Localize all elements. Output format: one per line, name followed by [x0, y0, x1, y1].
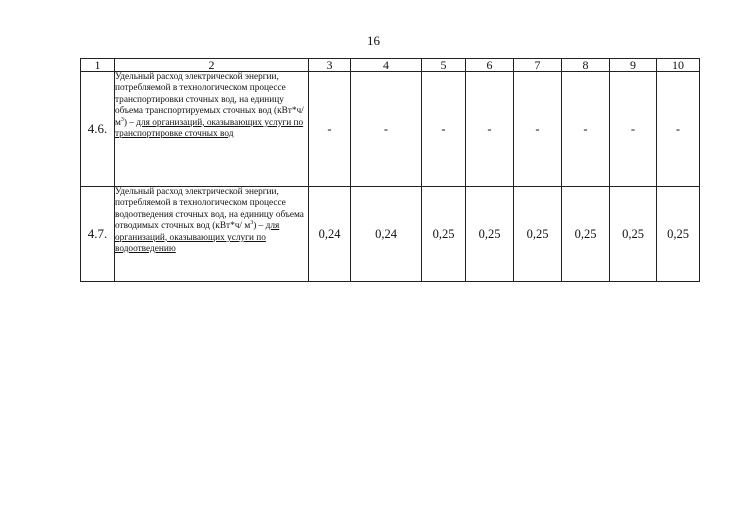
value-cell: 0,25 — [422, 187, 466, 282]
column-header: 4 — [351, 59, 422, 72]
column-header: 7 — [514, 59, 562, 72]
description-underlined: для организаций, оказывающих услуги по транспортировке сточных вод — [115, 117, 304, 140]
value-cell: - — [351, 72, 422, 187]
table-header-row — [81, 59, 700, 72]
column-header: 10 — [657, 59, 700, 72]
value-cell: - — [610, 72, 657, 187]
description-text: Удельный расход электрической энергии, потребляемой в технологическом процессе водоотведения сточных вод, на единицу объема отводимых сточных вод (кВт*ч/ м — [115, 187, 304, 232]
table-row — [81, 187, 700, 282]
value-cell: 0,25 — [466, 187, 514, 282]
description-text: Удельный расход электрической энергии, потребляемой в технологическом процессе транспортировки сточных вод, на единицу объема транспортируемых сточных вод (кВт*ч/ м — [115, 72, 304, 128]
value-cell: - — [466, 72, 514, 187]
row-number: 4.7. — [81, 187, 115, 282]
description-dash: ) – — [123, 117, 137, 128]
value-cell: 0,25 — [562, 187, 610, 282]
value-cell: 0,24 — [351, 187, 422, 282]
column-header: 1 — [81, 59, 115, 72]
value-cell: - — [562, 72, 610, 187]
superscript: 3 — [250, 220, 254, 227]
value-cell: - — [657, 72, 700, 187]
page-number: 16 — [367, 33, 380, 48]
column-header: 8 — [562, 59, 610, 72]
row-number: 4.6. — [81, 72, 115, 187]
description-underlined: для организаций, оказывающих услуги по водоотведению — [115, 221, 280, 255]
value-cell: - — [422, 72, 466, 187]
value-cell: 0,24 — [309, 187, 351, 282]
table-row — [81, 72, 700, 187]
row-description — [115, 72, 309, 187]
description-dash: ) – — [253, 221, 266, 232]
indicator-table — [80, 58, 700, 282]
value-cell: 0,25 — [657, 187, 700, 282]
column-header: 5 — [422, 59, 466, 72]
row-description — [115, 187, 309, 282]
value-cell: 0,25 — [514, 187, 562, 282]
value-cell: - — [309, 72, 351, 187]
column-header: 6 — [466, 59, 514, 72]
column-header: 2 — [115, 59, 309, 72]
column-header: 3 — [309, 59, 351, 72]
column-header: 9 — [610, 59, 657, 72]
value-cell: - — [514, 72, 562, 187]
value-cell: 0,25 — [610, 187, 657, 282]
superscript: 3 — [120, 116, 124, 123]
